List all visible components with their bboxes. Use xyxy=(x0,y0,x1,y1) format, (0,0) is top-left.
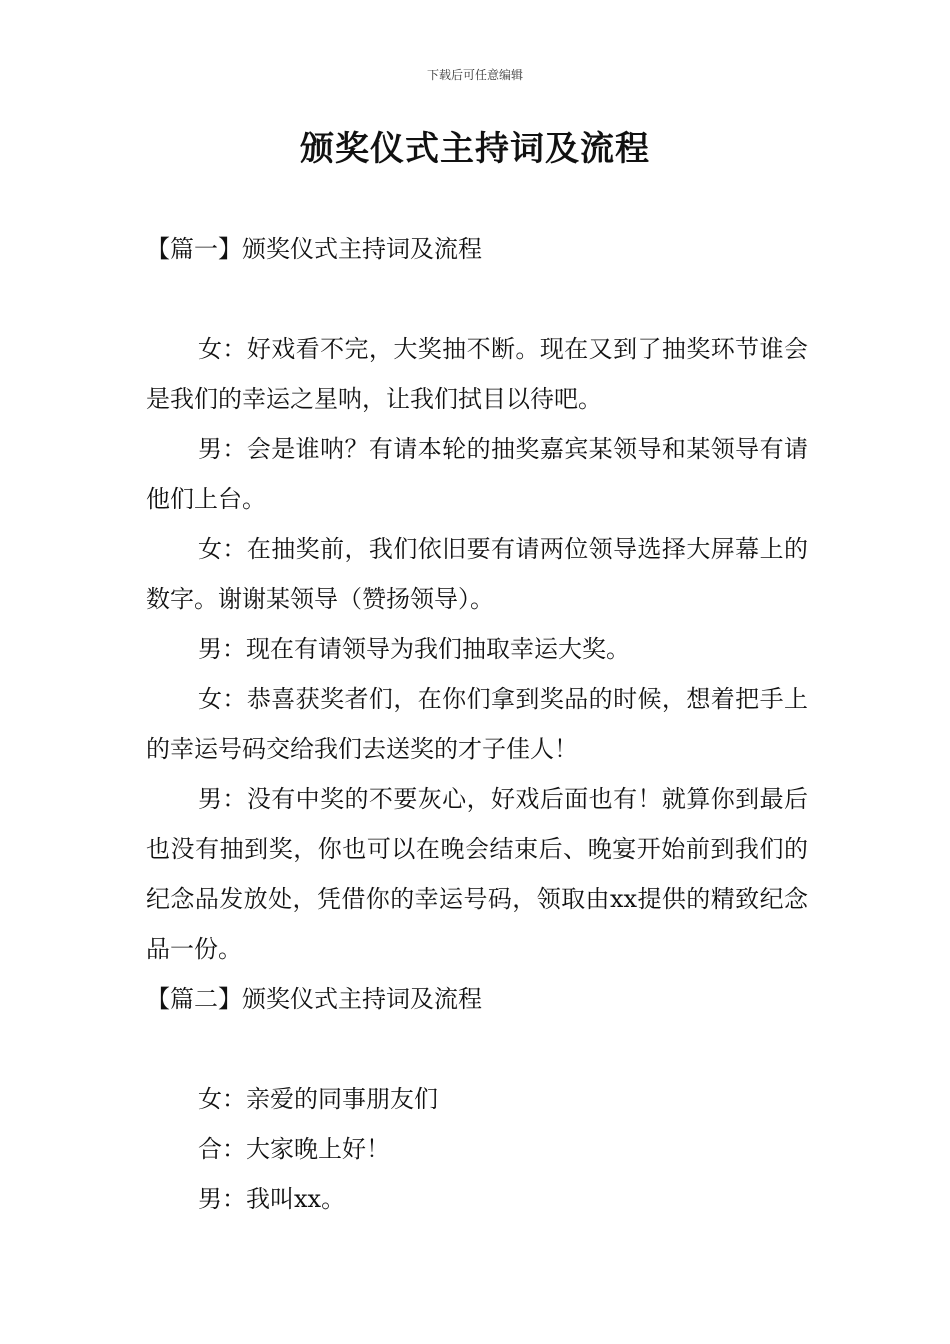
paragraph: 合：大家晚上好！ xyxy=(198,1135,390,1163)
document-title: 颁奖仪式主持词及流程 xyxy=(300,129,650,169)
spacer xyxy=(146,1024,808,1074)
paragraph: 男：没有中奖的不要灰心，好戏后面也有！就算你到最后也没有抽到奖，你也可以在晚会结束后、晚宴开始前到我们的纪念品发放处，凭借你的幸运号码，领取由xx提供的精致纪念品一份。 xyxy=(146,785,808,963)
paragraph: 男：现在有请领导为我们抽取幸运大奖。 xyxy=(198,635,630,663)
paragraph: 女：恭喜获奖者们，在你们拿到奖品的时候，想着把手上的幸运号码交给我们去送奖的才子佳人！ xyxy=(146,685,808,763)
paragraph: 女：在抽奖前，我们依旧要有请两位领导选择大屏幕上的数字。谢谢某领导（赞扬领导）。 xyxy=(146,535,808,613)
document-body xyxy=(146,224,808,1224)
paragraph: 女：好戏看不完，大奖抽不断。现在又到了抽奖环节谁会是我们的幸运之星呐，让我们拭目以待吧。 xyxy=(146,335,808,413)
header-note: 下载后可任意编辑 xyxy=(426,68,523,82)
section-heading-1: 【篇一】颁奖仪式主持词及流程 xyxy=(146,235,482,263)
paragraph: 男：会是谁呐？有请本轮的抽奖嘉宾某领导和某领导有请他们上台。 xyxy=(146,435,808,513)
paragraph: 男：我叫xx。 xyxy=(198,1185,346,1213)
paragraph: 女：亲爱的同事朋友们 xyxy=(198,1085,438,1113)
section-heading-2: 【篇二】颁奖仪式主持词及流程 xyxy=(146,985,482,1013)
spacer xyxy=(146,274,808,324)
